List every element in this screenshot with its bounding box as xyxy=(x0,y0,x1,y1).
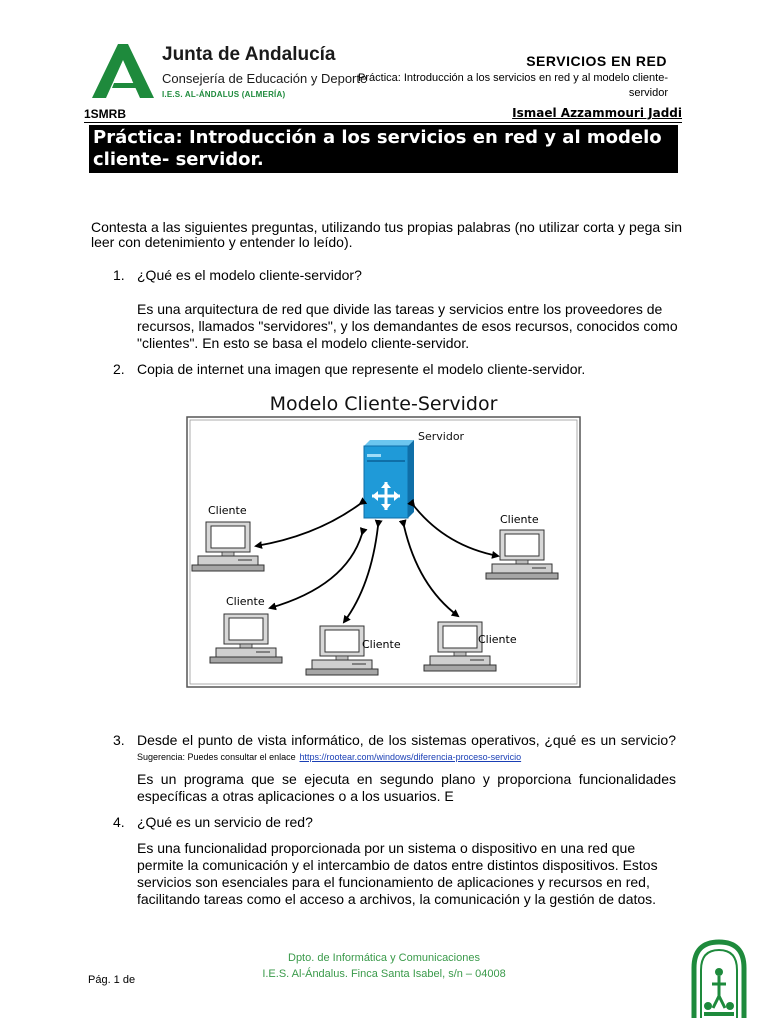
question-3-hint: Sugerencia: Puedes consultar el enlace xyxy=(137,752,296,762)
question-3-block xyxy=(137,733,676,765)
school-name: I.E.S. AL-ÁNDALUS (ALMERÍA) xyxy=(162,90,286,99)
question-2-text: Copia de internet una imagen que represente el modelo cliente-servidor. xyxy=(137,361,586,377)
org-subtitle: Consejería de Educación y Deporte xyxy=(162,71,368,86)
question-3-text: Desde el punto de vista informático, de los sistemas operativos, ¿qué es un servicio? xyxy=(137,732,676,748)
question-1-number: 1. xyxy=(113,267,125,283)
footer-address: I.E.S. Al-Ándalus. Finca Santa Isabel, s/n – 04008 xyxy=(262,968,506,980)
intro-paragraph: Contesta a las siguientes preguntas, utilizando tus propias palabras (no utilizar corta y pega sin leer con detenimiento y entender lo leído). xyxy=(91,219,682,250)
question-1-text: ¿Qué es el modelo cliente-servidor? xyxy=(137,267,362,283)
answer-1: Es una arquitectura de red que divide las tareas y servicios entre los proveedores de recursos, llamados "servidores", y los demandantes de esos recursos, conocidos como "clientes". En esto se basa el modelo cliente-servidor. xyxy=(137,301,678,351)
client-label: Cliente xyxy=(208,504,247,517)
author-name: Ismael Azzammouri Jaddi xyxy=(512,106,682,120)
subject-title: SERVICIOS EN RED xyxy=(526,53,667,69)
hint-link[interactable]: https://rootear.com/windows/diferencia-proceso-servicio xyxy=(299,752,522,762)
course-code: 1SMRB xyxy=(84,107,127,121)
answer-3: Es un programa que se ejecuta en segundo plano y proporciona funcionalidades específicas a otras aplicaciones o a los usuarios. E xyxy=(137,771,676,804)
footer-department: Dpto. de Informática y Comunicaciones xyxy=(288,952,480,964)
andalucia-seal-icon xyxy=(690,938,748,1020)
header-divider xyxy=(84,122,682,123)
client-server-diagram xyxy=(186,416,581,688)
client-label: Cliente xyxy=(478,633,517,646)
org-name: Junta de Andalucía xyxy=(162,44,336,65)
diagram-title: Modelo Cliente-Servidor xyxy=(269,393,498,415)
client-label: Cliente xyxy=(362,638,401,651)
client-label: Cliente xyxy=(500,513,539,526)
client-label: Cliente xyxy=(226,595,265,608)
answer-4: Es una funcionalidad proporcionada por un sistema o dispositivo en una red que permite la comunicación y el intercambio de datos entre distintos dispositivos. Estos servicios son esenciales para el funcionamiento de aplicaciones y recursos en red, facilitando tareas como el acceso a archivos, la comunicación y la gestión de datos. xyxy=(137,840,658,907)
question-4-text: ¿Qué es un servicio de red? xyxy=(137,814,313,830)
page-number: Pág. 1 de xyxy=(88,974,136,986)
question-2-number: 2. xyxy=(113,361,125,377)
question-3-number: 3. xyxy=(113,732,125,748)
logo-a-mark xyxy=(92,44,154,98)
server-icon xyxy=(364,440,414,518)
server-label: Servidor xyxy=(418,430,465,443)
document-title: Práctica: Introducción a los servicios en red y al modelo cliente- servidor. xyxy=(89,125,678,173)
question-4-number: 4. xyxy=(113,814,125,830)
practice-subtitle: Práctica: Introducción a los servicios en red y al modelo cliente-servidor xyxy=(358,72,668,99)
